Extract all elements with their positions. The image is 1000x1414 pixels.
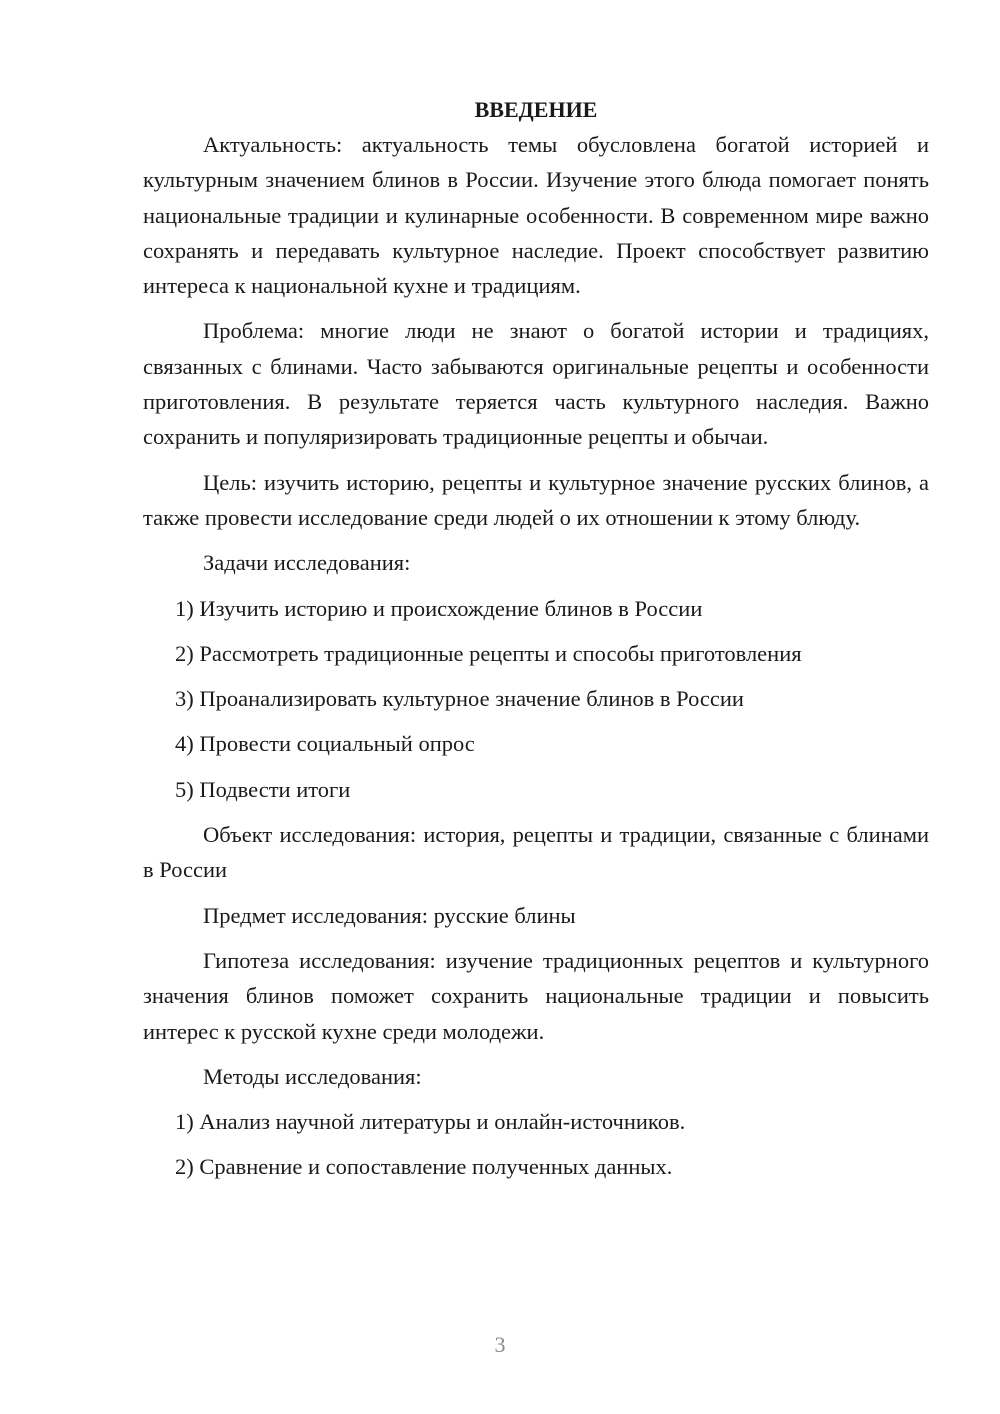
goal-paragraph: Цель: изучить историю, рецепты и культурное значение русских блинов, а также провести исследование среди людей о их отношении к этому блюду. [143,469,929,530]
page-number: 3 [494,1332,506,1357]
list-item: 5) Подвести итоги [175,776,351,802]
list-item: 2) Сравнение и сопоставление полученных данных. [175,1154,673,1180]
problem-paragraph: Проблема: многие люди не знают о богатой истории и традициях, связанных с блинами. Часто забываются оригинальные рецепты и особенности приготовления. В результате теряется часть культурного наследия. Важно сохранить и популяризировать традиционные рецепты и обычаи. [143,318,929,450]
section-heading: ВВЕДЕНИЕ [474,97,598,122]
list-item: 2) Рассмотреть традиционные рецепты и способы приготовления [175,640,802,666]
methods-list [143,1104,929,1185]
list-item: 1) Анализ научной литературы и онлайн-источников. [175,1109,686,1135]
list-item: 3) Проанализировать культурное значение блинов в России [175,686,744,712]
list-item: 1) Изучить историю и происхождение блинов в России [175,595,703,621]
list-item: 4) Провести социальный опрос [175,731,475,757]
object-paragraph: Объект исследования: история, рецепты и традиции, связанные с блинами в России [143,822,929,883]
document-page [143,92,929,1195]
subject-paragraph: Предмет исследования: русские блины [203,902,576,928]
methods-label: Методы исследования: [203,1063,422,1089]
tasks-list [143,591,929,807]
hypothesis-paragraph: Гипотеза исследования: изучение традиционных рецептов и культурного значения блинов поможет сохранить национальные традиции и повысить интерес к русской кухне среди молодежи. [143,947,929,1044]
tasks-label: Задачи исследования: [203,550,411,576]
relevance-paragraph: Актуальность: актуальность темы обусловлена богатой историей и культурным значением блинов в России. Изучение этого блюда помогает понять национальные традиции и кулинарные особенности. В современном мире важно сохранять и передавать культурное наследие. Проект способствует развитию интереса к национальной кухне и традициям. [143,132,929,299]
